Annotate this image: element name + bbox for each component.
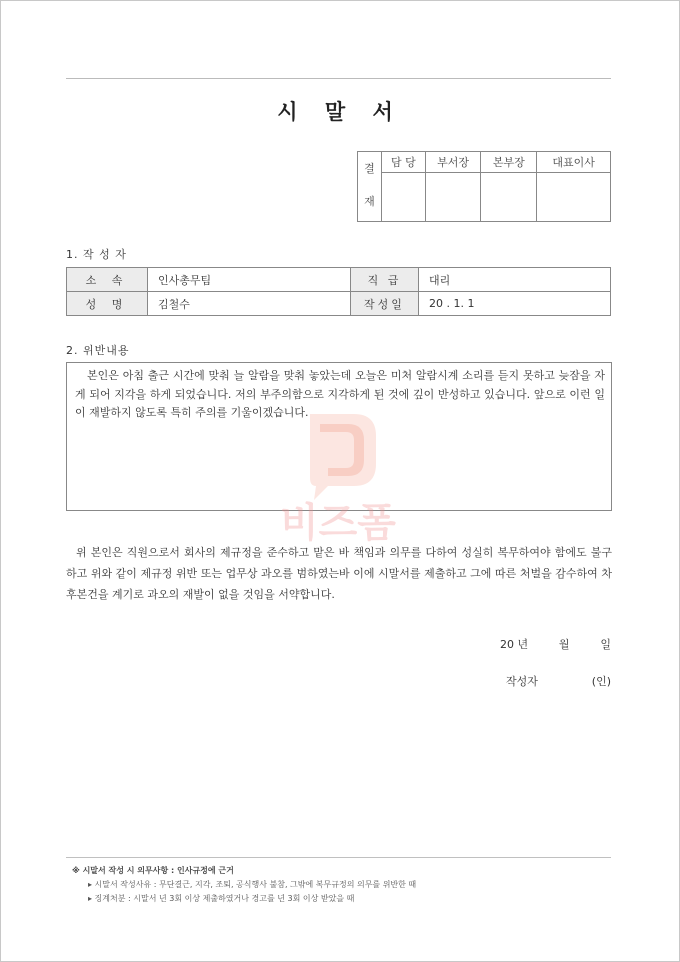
notes-block [72,864,416,906]
approval-side-label: 결 재 [358,152,382,222]
top-divider [66,78,611,79]
violation-content[interactable]: 본인은 아침 출근 시간에 맞춰 늘 알람을 맞춰 놓았는데 오늘은 미처 알람시계 소리를 듣지 못하고 늦잠을 자게 되어 지각을 하게 되었습니다. 저의 부주의함으로 지각하게 된 것에 깊이 반성하고 있습니다. 앞으로 이런 일이 재발하지 않도록 특히 주의를 기울이겠습니다. [66,362,612,511]
date-line [500,636,611,652]
section-violation-heading: 2. 위반내용 [66,344,130,357]
signature-line [506,673,611,689]
approval-stamp-dept-head[interactable] [425,173,481,222]
pledge-text: 위 본인은 직원으로서 회사의 제규정을 준수하고 맡은 바 책임과 의무를 다하여 성실히 복무하여야 함에도 불구하고 위와 같이 제규정 위반 또는 업무상 과오를 범하였는바 이에 시말서를 제출하고 그에 따른 처벌을 감수하여 차후본건을 계기로 과오의 재발이 없을 것임을 서약합니다. [66,546,612,601]
notes-bullet-reason: ▸ 시말서 작성사유 : 무단결근, 지각, 조퇴, 공식행사 불참, 그밖에 복무규정의 의무를 위반한 때 [88,880,417,889]
signature-label: 작성자 [506,675,538,688]
approval-col-division-head: 본부장 [481,152,537,173]
date-label: 작성일 [351,292,419,316]
approval-table [357,151,611,222]
section-writer-heading: 1. 작 성 자 [66,248,127,261]
name-value[interactable]: 김철수 [148,292,351,316]
position-label: 직 급 [351,268,419,292]
name-label: 성 명 [67,292,148,316]
approval-col-ceo: 대표이사 [537,152,611,173]
date-value[interactable]: 20 . 1. 1 [419,292,611,316]
signature-seal[interactable]: (인) [591,675,611,688]
writer-info-table [66,267,611,316]
approval-col-dept-head: 부서장 [425,152,481,173]
watermark-text: 비즈폼 [280,500,396,546]
approval-stamp-staff[interactable] [382,173,426,222]
position-value[interactable]: 대리 [419,268,611,292]
notes-bullet-discipline: ▸ 징계처분 : 시말서 년 3회 이상 제출하였거나 경고를 년 3회 이상 받았을 때 [88,894,355,903]
dept-label: 소 속 [67,268,148,292]
date-year[interactable]: 20 년 [500,638,529,651]
approval-col-staff: 담 당 [382,152,426,173]
approval-stamp-ceo[interactable] [537,173,611,222]
date-month[interactable]: 월 [558,638,570,651]
approval-stamp-division-head[interactable] [481,173,537,222]
document-title: 시 말 서 [277,100,403,124]
bottom-divider [66,857,611,858]
notes-header: ※ 시말서 작성 시 의무사항 : 인사규정에 근거 [72,866,234,875]
date-day[interactable]: 일 [600,638,611,651]
dept-value[interactable]: 인사총무팀 [148,268,351,292]
